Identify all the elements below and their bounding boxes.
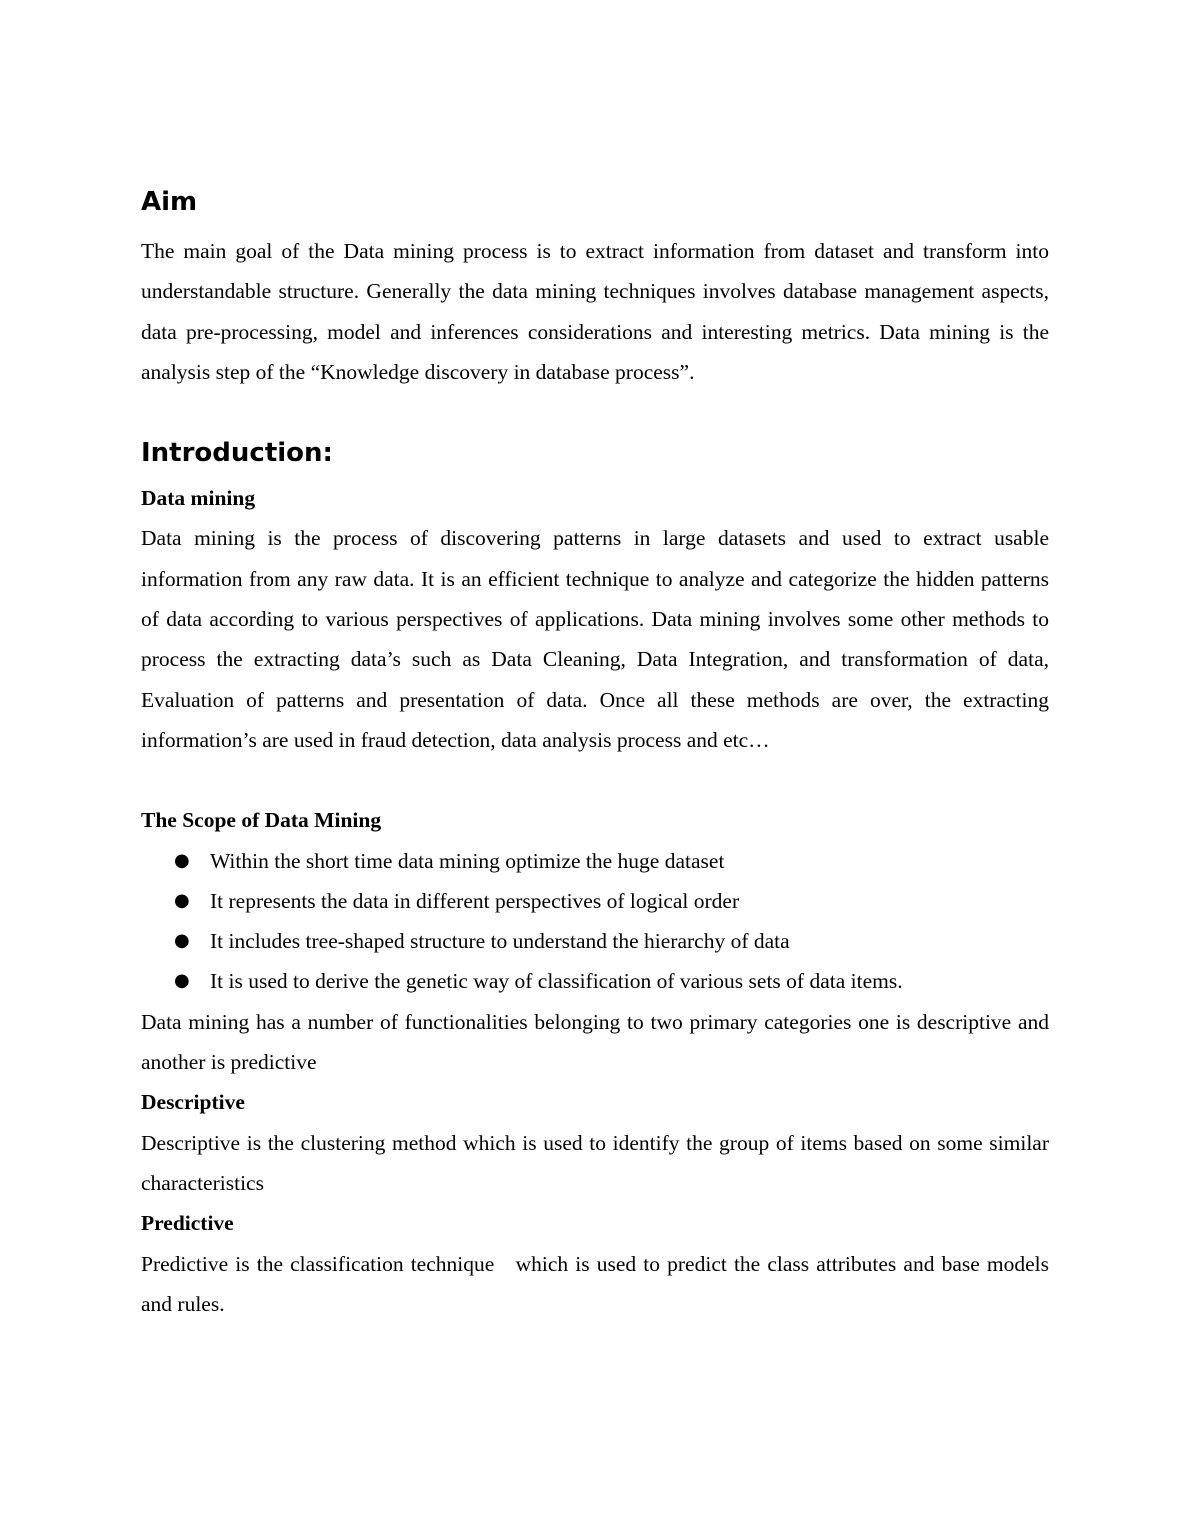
scope-bullet-list <box>141 841 1049 1002</box>
list-item <box>141 881 1049 921</box>
list-item-text: It represents the data in different perspectives of logical order <box>210 888 740 913</box>
aim-paragraph: The main goal of the Data mining process is to extract information from dataset and transform into understandable structure. Generally the data mining techniques involves database management aspects, data pre-processing, model and inferences considerations and interesting metrics. Data mining is the analysis step of the “Knowledge discovery in database process”. <box>141 239 1049 384</box>
scope-heading: The Scope of Data Mining <box>141 808 382 833</box>
bullet-icon: ● <box>174 849 190 871</box>
aim-heading: Aim <box>141 187 198 217</box>
data-mining-subheading: Data mining <box>141 486 256 511</box>
list-item <box>141 841 1049 881</box>
introduction-paragraph: Data mining is the process of discovering patterns in large datasets and used to extract usable information from any raw data. It is an efficient technique to analyze and categorize the hidden patterns of data according to various perspectives of applications. Data mining involves some other methods to process the extracting data’s such as Data Cleaning, Data Integration, and transformation of data, Evaluation of patterns and presentation of data. Once all these methods are over, the extracting information’s are used in fraud detection, data analysis process and etc… <box>141 526 1049 752</box>
predictive-heading: Predictive <box>141 1211 234 1236</box>
list-item <box>141 921 1049 961</box>
list-item <box>141 961 1049 1001</box>
bullet-icon: ● <box>174 889 190 911</box>
descriptive-heading: Descriptive <box>141 1090 245 1115</box>
introduction-heading: Introduction: <box>141 438 333 469</box>
bullet-icon: ● <box>174 930 190 952</box>
list-item-text: Within the short time data mining optimize the huge dataset <box>210 848 725 873</box>
list-item-text: It is used to derive the genetic way of classification of various sets of data items. <box>210 969 903 994</box>
predictive-paragraph: Predictive is the classification technique which is used to predict the class attributes and base models and rules. <box>141 1251 1055 1316</box>
list-item-text: It includes tree-shaped structure to understand the hierarchy of data <box>210 929 790 954</box>
bullet-icon: ● <box>174 970 190 992</box>
scope-summary-paragraph: Data mining has a number of functionalities belonging to two primary categories one is descriptive and another is predictive <box>141 1009 1049 1075</box>
descriptive-paragraph: Descriptive is the clustering method which is used to identify the group of items based on some similar characteristics <box>141 1130 1049 1195</box>
document-page <box>141 186 1055 1324</box>
